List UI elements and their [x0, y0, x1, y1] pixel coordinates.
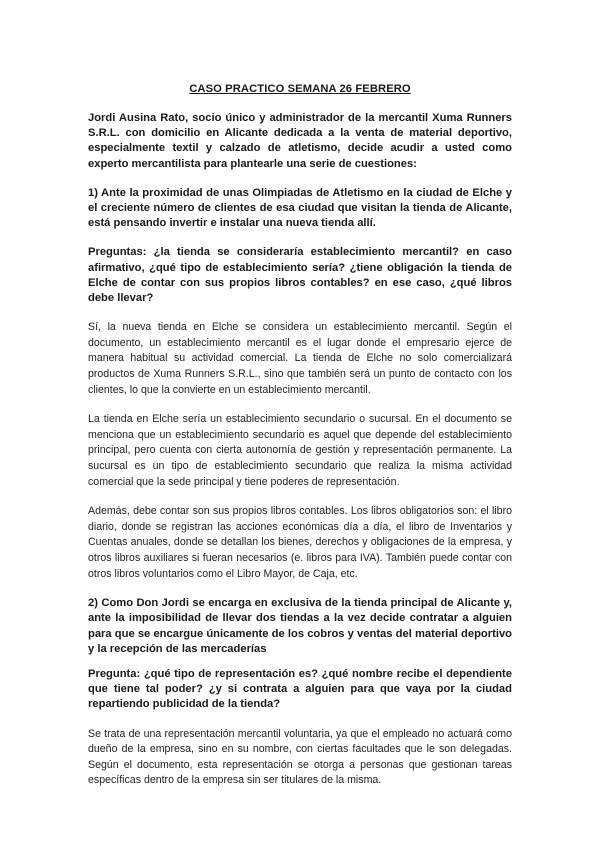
- case-1-questions: Preguntas: ¿la tienda se consideraría establecimiento mercantil? en caso afirmativo, ¿qué tipo de establecimiento sería? ¿tiene obligación la tienda de Elche de contar con sus propios libros contables? en ese caso, ¿qué libros debe llevar?: [88, 246, 512, 305]
- answer-1-establishment: Sí, la nueva tienda en Elche se considera un establecimiento mercantil. Según el documento, un establecimiento mercantil es el lugar donde el empresario ejerce de manera habitual su actividad comercial. La tienda de Elche no solo comercializará productos de Xuma Runners S.R.L., sino que también será un punto de contacto con los clientes, lo que la convierte en un establecimiento mercantil.: [88, 321, 512, 396]
- page-title: CASO PRACTICO SEMANA 26 FEBRERO: [189, 83, 411, 95]
- answer-2-representation: Se trata de una representación mercantil voluntaria, ya que el empleado no actuará como dueño de la empresa, sino en su nombre, con ciertas facultades que le son delegadas. Según el documento, esta representación se otorga a personas que gestionan tareas específicas dentro de la empresa sin ser titulares de la misma.: [88, 727, 512, 787]
- intro-paragraph: Jordi Ausina Rato, socio único y administrador de la mercantil Xuma Runners S.R.L. con domicilio en Alicante dedicada a la venta de material deportivo, especialmente textil y calzado de atletismo, decide acudir a usted como experto mercantilista para plantearle una serie de cuestiones:: [88, 112, 512, 170]
- case-1-statement: 1) Ante la proximidad de unas Olimpiadas de Atletismo en la ciudad de Elche y el creciente número de clientes de esa ciudad que visitan la tienda de Alicante, está pensando invertir e instalar una nueva tienda allí.: [88, 186, 512, 230]
- case-2-questions: Pregunta: ¿qué tipo de representación es? ¿qué nombre recibe el dependiente que tiene tal poder? ¿y si contrata a alguien para que vaya por la ciudad repartiendo publicidad de la tienda?: [88, 667, 512, 711]
- answer-1-books: Además, debe contar son sus propios libros contables. Los libros obligatorios son: el libro diario, donde se registran las acciones económicas día a día, el libro de Inventarios y Cuentas anuales, donde se detallan los bienes, derechos y obligaciones de la empresa, y otros libros auxiliares si fueran necesarios (e. libros para IVA). También puede contar con otros libros voluntarios como el Libro Mayor, de Caja, etc.: [88, 505, 512, 580]
- answer-1-branch: La tienda en Elche sería un establecimiento secundario o sucursal. En el documento se menciona que un establecimiento secundario es aquel que depende del establecimiento principal, pero cuenta con cierta autonomía de gestión y representación permanente. La sucursal es un tipo de establecimiento secundario que realiza la misma actividad comercial que la sede principal y tiene poderes de representación.: [88, 413, 512, 488]
- case-2-statement: 2) Como Don Jordi se encarga en exclusiva de la tienda principal de Alicante y, ante la imposibilidad de llevar dos tiendas a la vez decide contratar a alguien para que se encargue únicamente de los cobros y ventas del material deportivo y la recepción de las mercaderías: [88, 597, 512, 655]
